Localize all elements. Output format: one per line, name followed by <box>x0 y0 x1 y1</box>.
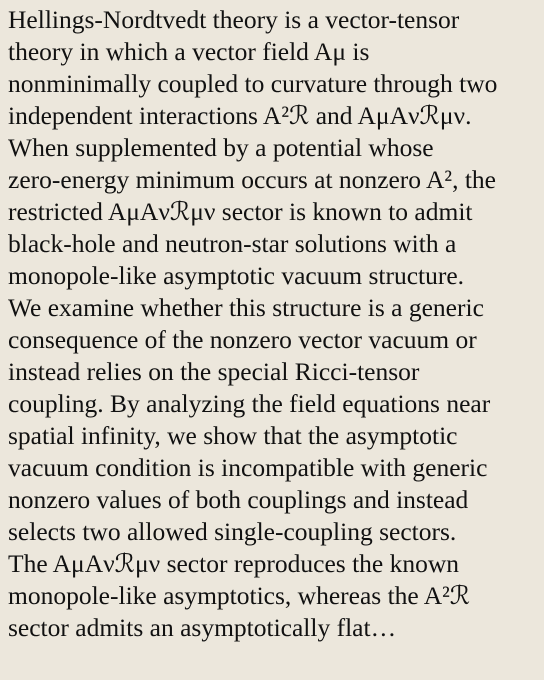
text-line: monopole-like asymptotic vacuum structure. <box>8 261 465 290</box>
text-line: black-hole and neutron-star solutions with a <box>8 229 457 258</box>
text-line: The AμAνℛμν sector reproduces the known <box>8 549 460 578</box>
text-line: Hellings-Nordtvedt theory is a vector-tensor <box>8 5 460 34</box>
text-line: restricted AμAνℛμν sector is known to admit <box>8 197 473 226</box>
text-line: nonzero values of both couplings and instead <box>8 485 469 514</box>
text-line: coupling. By analyzing the field equations near <box>8 389 491 418</box>
text-line: theory in which a vector field Aμ is <box>8 37 370 66</box>
text-line: When supplemented by a potential whose <box>8 133 434 162</box>
abstract-text <box>8 4 538 644</box>
text-line: zero-energy minimum occurs at nonzero A², the <box>8 165 496 194</box>
text-line: sector admits an asymptotically flat… <box>8 613 397 642</box>
text-line: selects two allowed single-coupling sectors. <box>8 517 457 546</box>
text-line: spatial infinity, we show that the asymptotic <box>8 421 458 450</box>
text-line: monopole-like asymptotics, whereas the A²ℛ <box>8 581 471 610</box>
text-line: independent interactions A²ℛ and AμAνℛμν. <box>8 101 472 130</box>
text-line: We examine whether this structure is a generic <box>8 293 484 322</box>
text-line: consequence of the nonzero vector vacuum or <box>8 325 477 354</box>
text-line: instead relies on the special Ricci-tensor <box>8 357 420 386</box>
text-line: nonminimally coupled to curvature through two <box>8 69 498 98</box>
text-line: vacuum condition is incompatible with generic <box>8 453 488 482</box>
